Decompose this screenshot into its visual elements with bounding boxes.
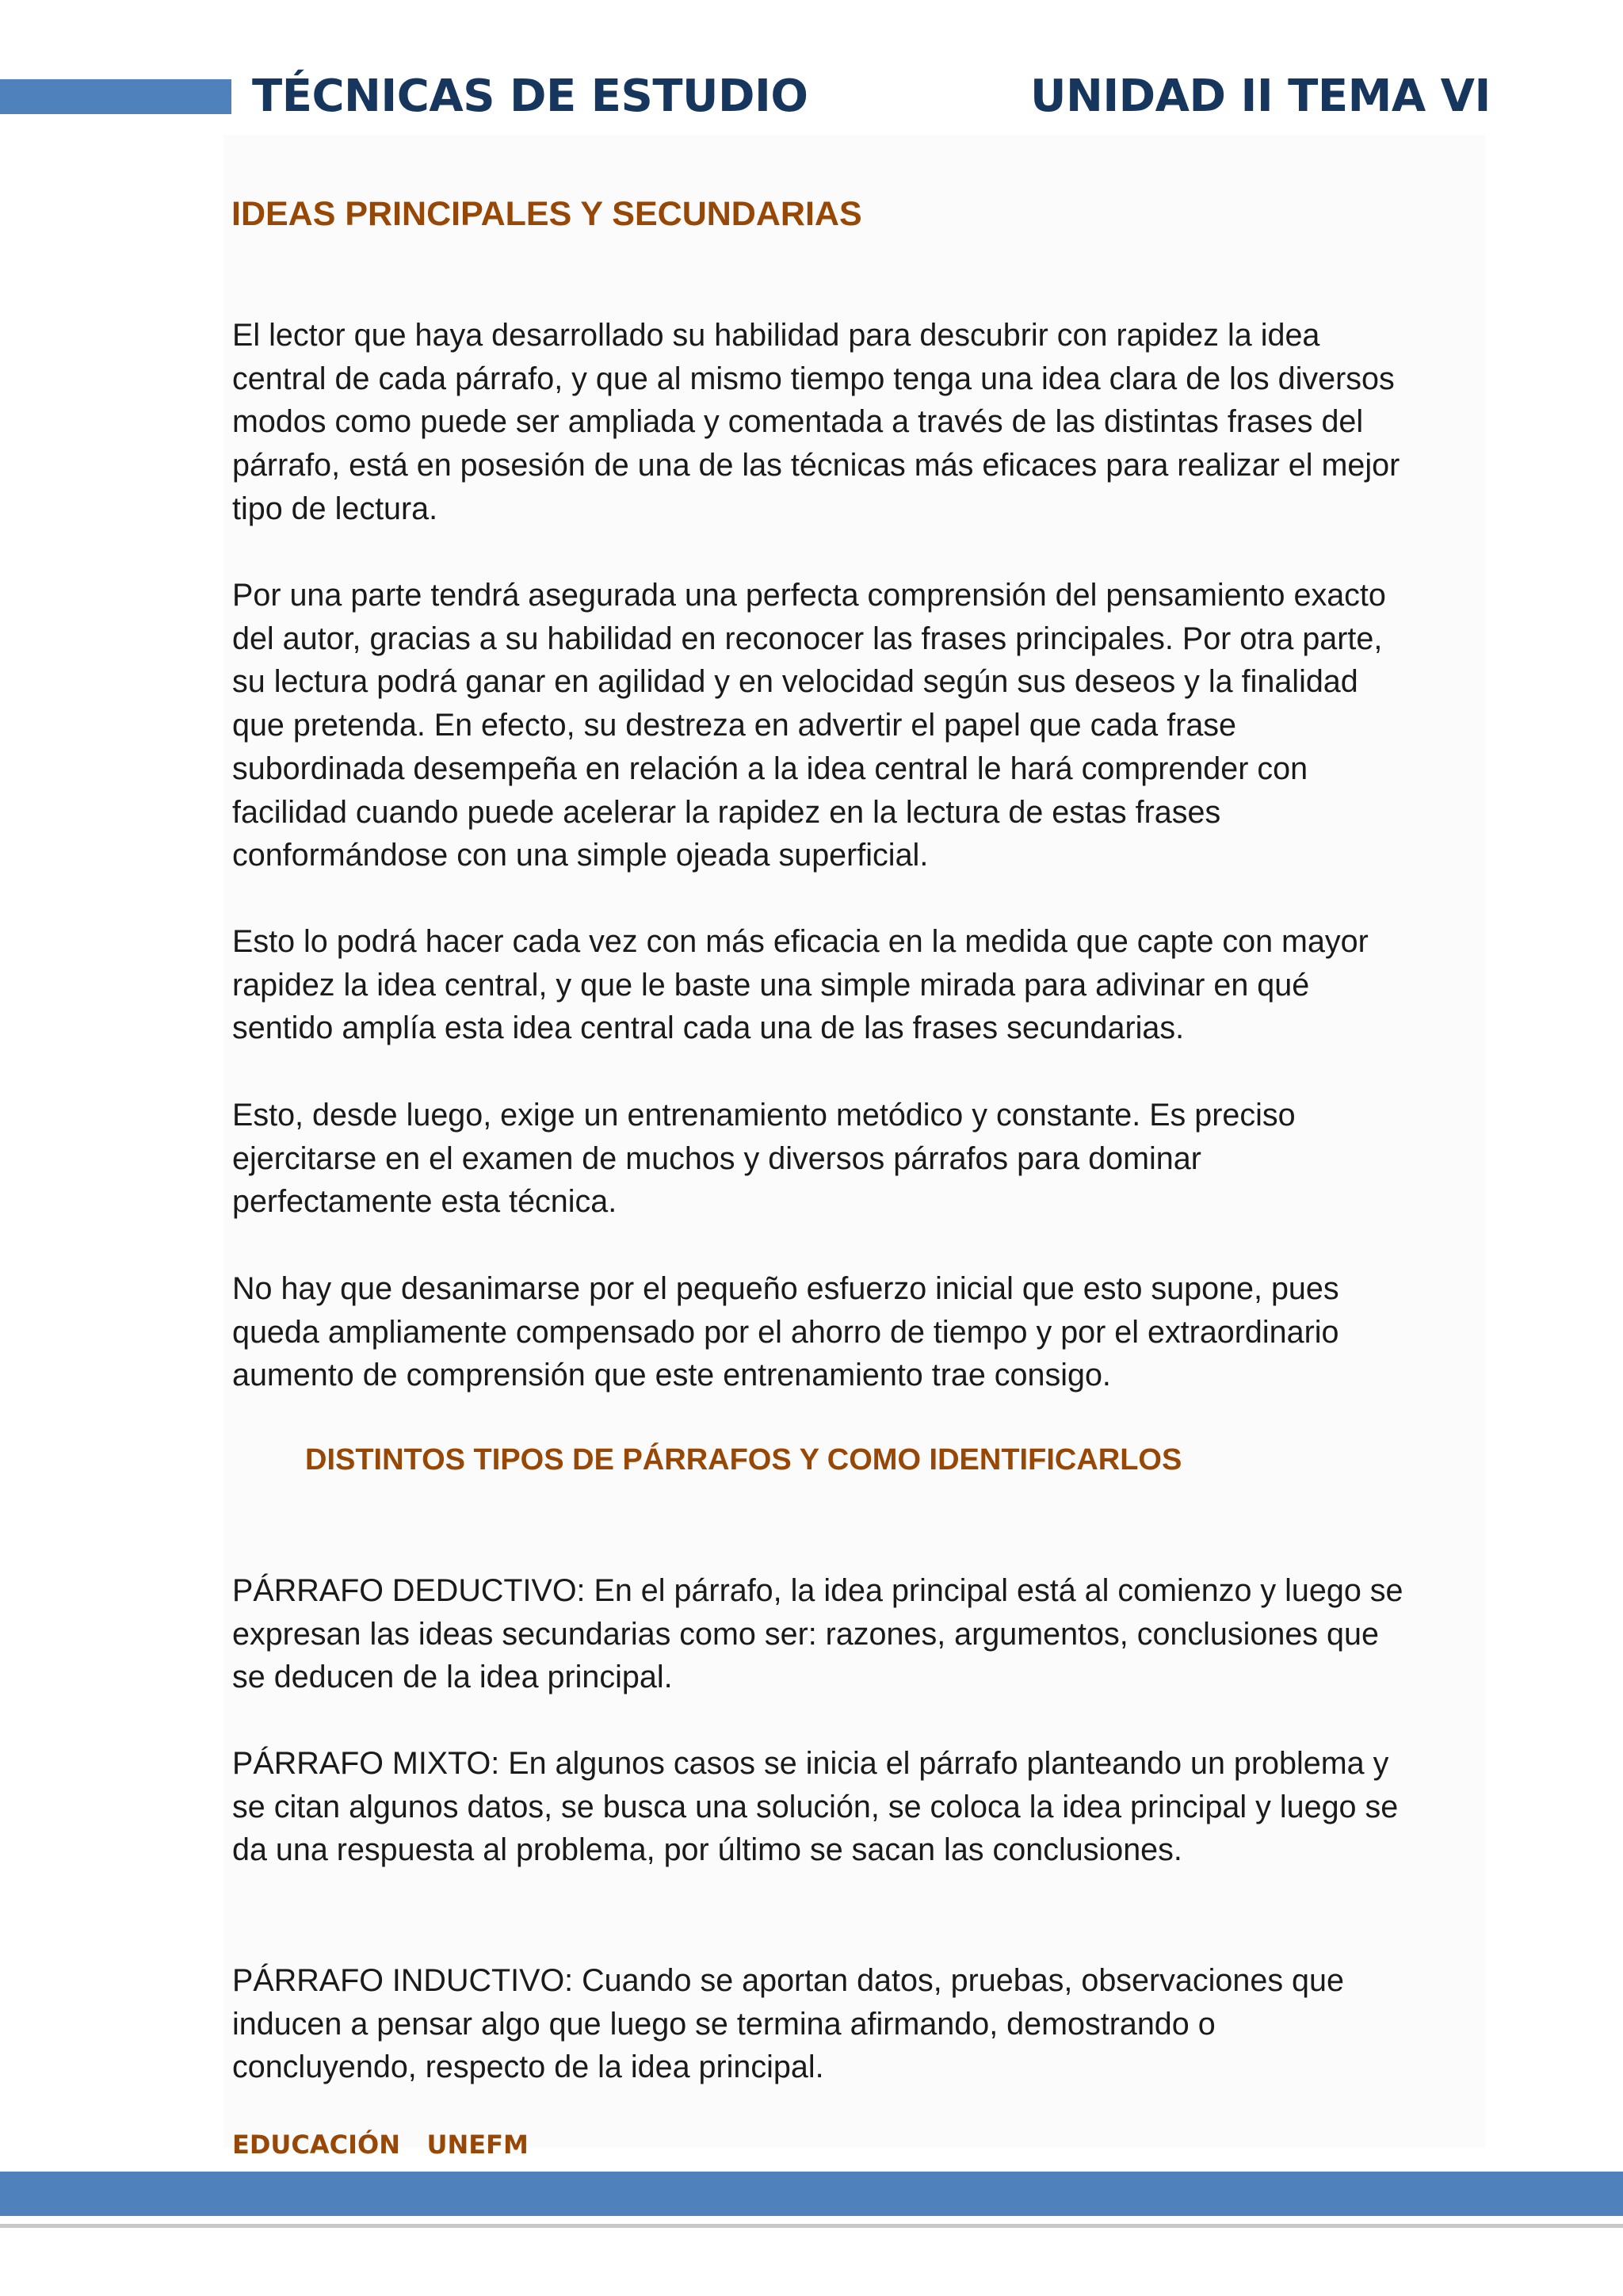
paragraph-intro: El lector que haya desarrollado su habilidad para descubrir con rapidez la idea central de cada párrafo, y que al mismo tiempo tenga una idea clara de los diversos modos como puede ser ampliada y comentada a través de las distintas frases del párrafo, está en posesión de una de las técnicas más eficaces para realizar el mejor tipo de lectura.: [232, 318, 1400, 526]
header-accent-bar: [0, 79, 231, 114]
paragraph-training: Esto, desde luego, exige un entrenamiento metódico y constante. Es preciso ejercitarse en el examen de muchos y diversos párrafos para dominar perfectamente esta técnica.: [232, 1098, 1296, 1220]
paragraph-inductive: PÁRRAFO INDUCTIVO: Cuando se aportan datos, pruebas, observaciones que inducen a pensar algo que luego se termina afirmando, demostrando o concluyendo, respecto de la idea principal.: [232, 1963, 1344, 2085]
paragraph-deductive: PÁRRAFO DEDUCTIVO: En el párrafo, la idea principal está al comienzo y luego se expresan las ideas secundarias como ser: razones, argumentos, conclusiones que se deducen de la idea principal.: [232, 1573, 1403, 1695]
header-unit-topic: UNIDAD II TEMA VI: [1030, 71, 1491, 122]
paragraph-efficacy: Esto lo podrá hacer cada vez con más eficacia en la medida que capte con mayor rapidez la idea central, y que le baste una simple mirada para adivinar en qué sentido amplía esta idea central cada una de las frases secundarias.: [232, 924, 1369, 1046]
footer-divider: [0, 2224, 1623, 2228]
section-title-paragraph-types: DISTINTOS TIPOS DE PÁRRAFOS Y COMO IDENTIFICARLOS: [305, 1443, 1182, 1477]
section-title-ideas: IDEAS PRINCIPALES Y SECUNDARIAS: [231, 195, 862, 233]
header-course-title: TÉCNICAS DE ESTUDIO: [252, 71, 808, 122]
paragraph-mixed: PÁRRAFO MIXTO: En algunos casos se inicia el párrafo planteando un problema y se citan algunos datos, se busca una solución, se coloca la idea principal y luego se da una respuesta al problema, por último se sacan las conclusiones.: [232, 1746, 1399, 1868]
footer-accent-bar: [0, 2172, 1623, 2216]
footer-institution: EDUCACIÓN UNEFM: [232, 2130, 529, 2160]
paragraph-comprehension: Por una parte tendrá asegurada una perfecta comprensión del pensamiento exacto del autor, gracias a su habilidad en reconocer las frases principales. Por otra parte, su lectura podrá ganar en agilidad y en velocidad según sus deseos y la finalidad que pretenda. En efecto, su destreza en advertir el papel que cada frase subordinada desempeña en relación a la idea central le hará comprender con facilidad cuando puede acelerar la rapidez en la lectura de estas frases conformándose con una simple ojeada superficial.: [232, 578, 1386, 873]
paragraph-encouragement: No hay que desanimarse por el pequeño esfuerzo inicial que esto supone, pues queda ampliamente compensado por el ahorro de tiempo y por el extraordinario aumento de comprensión que este entrenamiento trae consigo.: [232, 1271, 1339, 1393]
